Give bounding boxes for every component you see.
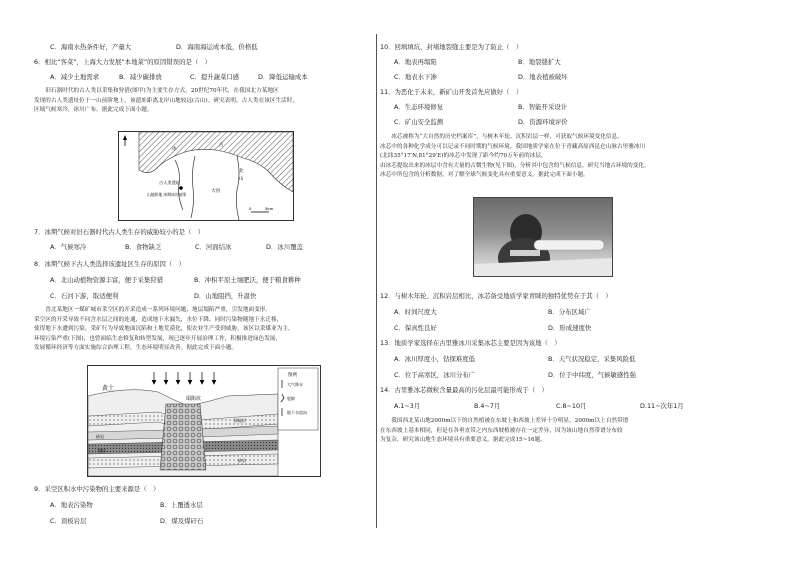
q6-option-c: C．提升蔬菜口感 [190,73,240,81]
river-line [191,156,195,218]
q13-option-d: D．位于中纬度，气候敏感性强 [548,371,636,379]
passage-line: 冰芯中的各种化学成分可以记录不同时期的气候环境。我国地质学家在位于青藏高原西昆仑山脉古里雅冰川 [380,143,646,150]
q13-option-b: B．天气状况稳定，采集风险低 [548,355,636,363]
passage-mountain [380,417,760,446]
svg-text:0: 0 [249,206,252,211]
q11-option-a: A．生态环境修复 [394,103,444,111]
cross-section-svg [88,366,320,476]
q12-option-a: A．时间尺度大 [394,308,437,316]
q8-option-d: D．山地阻挡，升温快 [194,292,257,300]
river-line [175,160,183,210]
q8-option-a: A．北山动植物资源丰富，便于采集狩猎 [50,276,164,284]
q7-option-b: B．食物缺乏 [125,243,162,251]
passage-line: 发现的古人类遗址位于一山前阶地上，该遗址距离北岸山地较远(古山)。研究表明，古人类在该区生活时， [34,97,299,104]
question-9: 9．采空区积水中污染物的主要来源是（ ） [34,485,160,493]
question-14: 14．古里雅冰芯微粒含量最高的污化层最可能形成于（ ） [380,386,548,394]
q10-option-a: A．地表再塌陷 [394,58,437,66]
q7-option-c: C．河面结冰 [195,243,232,251]
north-arrow-icon [123,135,127,146]
question-6: 6．相比“客菜”，上海大力发展“本地菜”的原因错误的是（ ） [34,58,212,66]
question-13: 13．地质学家选择在古里雅冰川采集冰芯主要是因为该地（ ） [380,339,561,347]
map-label: 北 [239,169,244,174]
label-loess: 黄土 [102,385,115,392]
map-label: 大河 [211,189,220,194]
q9-option-a: A．地表污染物 [50,501,93,509]
map-label: 古人类遗址 [159,180,180,185]
map-label: 冰 [172,147,177,152]
q10-option-d: D．地表植被破坏 [518,73,568,81]
q14-option-c: C.8~10月 [556,402,587,410]
passage-line: 在东西坡上基本相同，但是在各垂直带之内东西坡植被存在一定差异，因为该山地自然带谱分布较 [380,427,623,434]
legend-title: 图例 [288,373,297,378]
q6-option-b: B．减少碳排放 [119,73,162,81]
q8-option-b: B．冲积平原土壤肥沃，便于粮食耕种 [194,276,301,284]
legend-crack: 裂隙 [287,396,295,401]
map-label: 山 [239,177,244,182]
passage-line: (北纬35°17′N,81°29′E)的冰芯中发现了距今约70万年前的冰层， [380,153,547,160]
scale-bar [249,206,274,212]
passage-coal-mine [34,306,364,354]
q14-option-d: D.11~次年1月 [640,402,684,410]
column-divider [376,34,377,528]
passage-line: 使得地下水遭到污染。采矿行为导致地面沉陷和土地荒漠化，使农业生产受到威胁。该区以采煤业为主， [34,326,294,333]
q6-option-a: A．减少土地需求 [50,73,100,81]
q9-option-d: D．煤及煤矸石 [160,517,204,525]
q8-option-c: C．石河下游，取适便利 [50,292,119,300]
q12-option-d: D．形成速度快 [548,324,592,332]
passage-line: 为复杂，研究该山地生态环境具有重要意义。据此完成15~16题。 [380,437,546,444]
q9-option-b: B．上覆透水层 [160,501,203,509]
q10-option-b: B．地裂缝扩大 [518,58,561,66]
passage-line: 旧石器时代的古人类以采集和狩猎(图甲)为主要生存方式。20世纪70年代，在我国北方某地区 [34,88,279,94]
question-12: 12．与树木年轮、沉积岩层相比，冰芯备受地质学家青睐的独特优势在于其（ ） [380,292,612,300]
q11-option-d: D．资源环境评价 [518,118,568,126]
q11-option-b: B．智能开采设计 [518,103,568,111]
legend-box [278,368,318,430]
passage-line: 采空区的开采导致不同含水层之间的连通，造成地下水漏失，水位下降，同时污染物随地下水迁移， [34,316,283,323]
q13-option-c: C．位于高寒区，冰川分布广 [394,371,476,379]
river-line [236,156,239,220]
passage-line: 晋北某地区一煤矿城市采空区的开采造成一系列环境问题，地层塌陷严重，引发地面变形。 [34,307,272,313]
passage-stone-age [34,87,364,116]
passage-line: 冰芯中所包含的分析数据，对了解全球气候变化具有重要意义。据此完成下面小题。 [380,172,589,179]
passage-line: 冰芯被称为“大自然的历史档案库”，与树木年轮、沉积岩层一样，可获取气候环境变化信息。 [380,134,623,140]
label-subsidence: 塌陷坑 [186,396,202,402]
q14-option-b: B.4~7月 [474,402,501,410]
q7-option-a: A．气候寒冷 [50,243,87,251]
map-label: 古 [219,143,224,148]
passage-line: 区域气候寒冷，冰川广布。据此完成下面小题。 [34,107,153,114]
q10-option-c: C．地表水下渗 [394,73,437,81]
question-7: 7．冰期气候对旧石器时代古人类生存的威胁较小的是（ ） [34,228,205,236]
label-sandstone: 砂岩 [96,434,104,439]
q12-option-b: B．分布区域广 [548,308,591,316]
question-10: 10．回填填坑、封堵地裂缝主要是为了防止（ ） [380,43,523,51]
legend-rain: 大气降水 [287,382,303,387]
site-map-figure [118,131,294,221]
ice-core-photo [473,197,613,277]
site-marker [179,186,183,190]
q7-option-d: D．冰川覆盖 [266,243,303,251]
q12-option-c: C．保真性良好 [394,324,437,332]
rain-arrows [152,372,216,384]
q6-option-d: D．降低运输成本 [258,73,308,81]
question-8: 8．冰期气候下古人类选择该遗址区生存的原因（ ） [34,260,186,268]
label-sandstone-2: 砂岩 [238,458,246,463]
mining-cross-section [87,365,321,477]
q11-option-c: C．矿山安全监测 [394,118,444,126]
goaf-rubble [160,404,206,470]
q14-option-a: A.1~3月 [394,402,421,410]
site-map [119,132,293,220]
passage-line: 由冰芯提取出来的冰层中含有大量的古微生物(见下图)，分析其中包含的气候信息，研究当地古环境的变化， [380,162,650,169]
q5-option-c: C．海南水热条件好，产量大 [50,43,132,51]
map-label: 山地阶地 冰期冰川前缘 [147,192,187,197]
passage-line: 环境污染严重(下图)，也曾面临生态修复和转型发展，现已逐步开展治理工作，积极推进绿色发展， [34,335,282,342]
question-11: 11．为恶化于未来，新矿山开发首先应做好（ ） [380,88,523,96]
passage-ice-core [380,133,760,181]
passage-line: 我国西北某山地2000m以下的自然植被在东坡上和西坡上差异十分明显，2000m以上自然带谱 [380,418,629,424]
q13-option-a: A．冰川厚度小，钻探难度低 [394,355,476,363]
legend-flow: 地下水流向 [287,410,307,415]
passage-line: 发展循环经济等方面实施综合治理工程，生态环境明显改善。据此完成下面小题。 [34,345,238,352]
q9-option-c: C．顶板岩层 [50,517,87,525]
svg-text:5km: 5km [265,206,274,211]
label-coal: 煤层 [98,448,106,453]
label-gravel: 砂砾层 [234,418,246,423]
q5-option-d: D．海南海运成本低，价格低 [176,43,258,51]
